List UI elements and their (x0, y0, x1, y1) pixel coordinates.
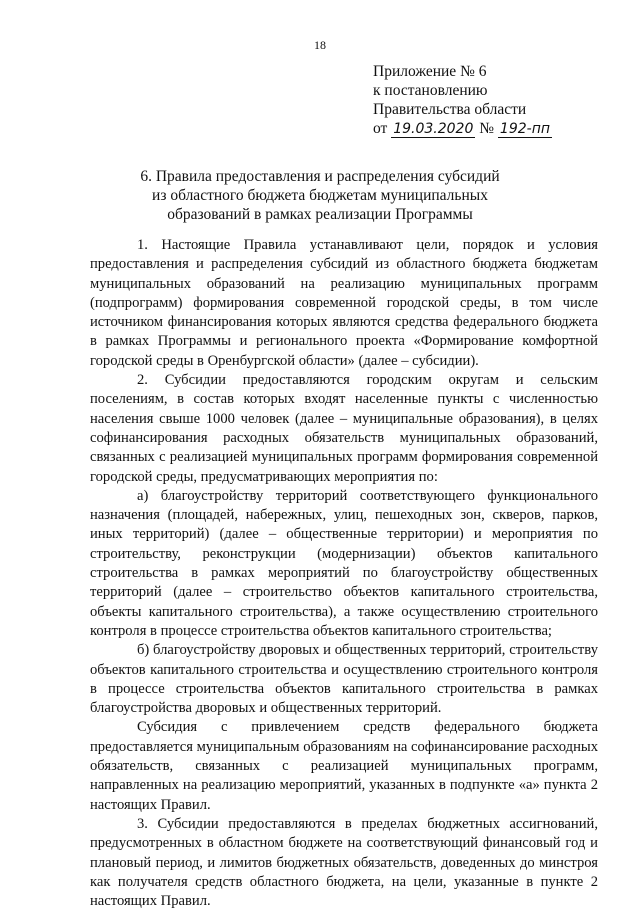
paragraph-2: 2. Субсидии предоставляются городским округам и сельским поселениям, в состав которых входят населенные пункты с численностью населения свыше 1000 человек (далее – муниципальные образования), в целях софинансирования расходных обязательств муниципальных образований, связанных с реализацией муниципальных программ формирования современной городской среды, предусматривающих мероприятия по: (90, 372, 598, 485)
paragraph-1: 1. Настоящие Правила устанавливают цели, порядок и условия предоставления и распределения субсидий из областного бюджета бюджетам муниципальных образований на реализацию муниципальных программ (подпрограмм) формирования современной городской среды, в том числе источником финансирования которых являются средства федерального бюджета в рамках Программы и регионального проекта «Формирование комфортной городской среды в Оренбургской области» (далее – субсидии). (90, 237, 598, 369)
paragraph-2b: б) благоустройству дворовых и общественных территорий, строительству объектов капитального строительства и осуществлению строительного контроля в процессе строительства объектов капитального строительства в рамках благоустройства дворовых и общественных территорий. (90, 642, 598, 717)
appendix-line-3: Правительства области (373, 101, 527, 118)
date-prefix: от (373, 120, 388, 137)
appendix-date-line (373, 119, 552, 138)
paragraph-3: 3. Субсидии предоставляются в пределах бюджетных ассигнований, предусмотренных в областном бюджете на соответствующий финансовый год и плановый период, и лимитов бюджетных обязательств, доведенных до минстроя как получателя средств областного бюджета, на цели, указанные в пункте 2 настоящих Правил. (90, 815, 598, 910)
paragraph-2a: а) благоустройству территорий соответствующего функционального назначения (площадей, набережных, улиц, пешеходных зон, скверов, парков, иных территорий) (далее – общественные территории) и мероприятия по строительству, реконструкции (модернизации) объектов капитального строительства в рамках мероприятий по благоустройству общественных территорий (далее – строительство объектов капитального строительства, объекты капитального строительства), а также осуществлению строительного контроля в процессе строительства объектов капитального строительства; (90, 487, 598, 639)
title-line-2: из областного бюджета бюджетам муниципальных (152, 187, 488, 204)
appendix-line-2: к постановлению (373, 82, 488, 99)
title-line-3: образований в рамках реализации Программы (167, 206, 473, 223)
document-body (90, 236, 598, 911)
paragraph-subsidy-note: Субсидия с привлечением средств федерального бюджета предоставляется муниципальным образованиям на софинансирование расходных обязательств, связанных с реализацией муниципальных программ, направленных на реализацию мероприятий, указанных в подпункте «а» пункта 2 настоящих Правил. (90, 719, 598, 813)
appendix-line-1: Приложение № 6 (373, 63, 487, 80)
page-number: 18 (314, 38, 326, 52)
handwritten-date: 19.03.2020 (393, 121, 474, 137)
number-prefix: № (479, 120, 495, 137)
appendix-header (373, 62, 552, 138)
handwritten-number: 192-пп (499, 121, 551, 137)
title-line-1: 6. Правила предоставления и распределения субсидий (140, 168, 500, 185)
section-title (100, 167, 540, 224)
